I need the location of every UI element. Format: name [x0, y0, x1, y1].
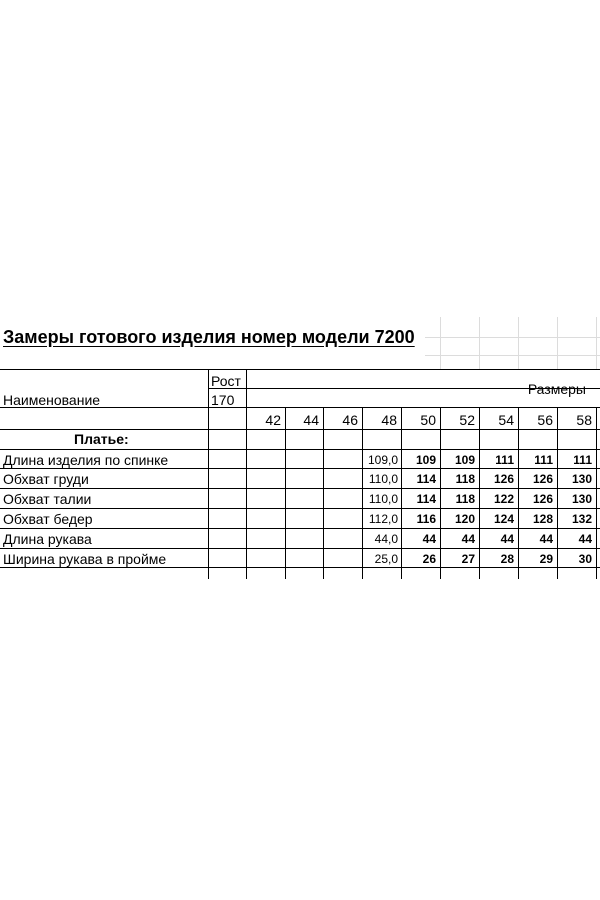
header-height-label: Рост [211, 373, 241, 389]
row-value-size-56: 126 [532, 492, 553, 506]
row-value-size-58: 130 [571, 492, 592, 506]
row-base-size-48: 112,0 [368, 512, 398, 526]
row-value-size-52: 27 [461, 552, 475, 566]
row-value-size-52: 44 [461, 532, 475, 546]
row-base-size-48: 44,0 [374, 532, 398, 546]
gridline [440, 317, 441, 369]
row-name: Обхват груди [3, 471, 89, 487]
size-42: 42 [265, 412, 281, 428]
row-value-size-54: 124 [493, 512, 514, 526]
row-value-size-54: 126 [493, 472, 514, 486]
row-base-size-48: 110,0 [368, 492, 398, 506]
row-value-size-56: 44 [539, 532, 553, 546]
row-base-size-48: 110,0 [368, 472, 398, 486]
gridline [518, 317, 519, 369]
row-value-size-50: 26 [422, 552, 436, 566]
row-value-size-56: 126 [532, 472, 553, 486]
row-value-size-58: 132 [571, 512, 592, 526]
row-value-size-50: 114 [416, 492, 436, 506]
table-border [0, 369, 600, 370]
gridline [425, 337, 600, 338]
row-value-size-50: 114 [416, 472, 436, 486]
size-46: 46 [342, 412, 358, 428]
row-value-size-54: 122 [493, 492, 514, 506]
row-value-size-58: 30 [578, 552, 592, 566]
measurement-sheet [0, 317, 600, 579]
row-name: Длина рукава [3, 531, 92, 547]
row-value-size-56: 29 [539, 552, 553, 566]
row-value-size-50: 44 [422, 532, 436, 546]
row-value-size-52: 118 [455, 472, 475, 486]
row-base-size-48: 25,0 [374, 552, 398, 566]
row-value-size-52: 118 [455, 492, 475, 506]
sheet-title: Замеры готового изделия номер модели 7200 [3, 327, 415, 347]
gridline [596, 317, 597, 369]
row-value-size-50: 116 [416, 512, 436, 526]
row-base-size-48: 109,0 [367, 453, 398, 467]
row-value-size-50: 109 [415, 453, 436, 467]
size-58: 58 [576, 412, 592, 428]
row-border [0, 488, 600, 489]
gridline [479, 317, 480, 369]
gridline [425, 355, 600, 356]
size-54: 54 [498, 412, 514, 428]
gridline [557, 317, 558, 369]
row-name: Длина изделия по спинке [3, 452, 169, 468]
header-height-value: 170 [211, 392, 235, 408]
row-value-size-58: 44 [578, 532, 592, 546]
size-48: 48 [381, 412, 397, 428]
col-border [208, 369, 209, 579]
col-border [323, 407, 324, 579]
row-border [0, 508, 600, 509]
header-sizes-label: Размеры [527, 381, 586, 397]
row-border [0, 449, 600, 450]
header-name-label: Наименование [3, 392, 101, 408]
row-value-size-56: 128 [532, 512, 553, 526]
section-label: Платье: [74, 431, 129, 447]
row-value-size-54: 44 [500, 532, 514, 546]
row-value-size-58: 111 [573, 453, 592, 467]
col-border [596, 407, 597, 579]
row-name: Ширина рукава в пройме [3, 551, 167, 567]
row-value-size-58: 130 [571, 472, 592, 486]
size-44: 44 [303, 412, 319, 428]
row-name: Обхват талии [3, 491, 92, 507]
row-border [0, 548, 600, 549]
row-value-size-52: 109 [454, 453, 475, 467]
row-value-size-56: 111 [534, 453, 553, 467]
row-value-size-54: 111 [495, 453, 514, 467]
col-border [285, 407, 286, 579]
col-border [246, 369, 247, 579]
size-50: 50 [420, 412, 436, 428]
size-52: 52 [459, 412, 475, 428]
size-56: 56 [537, 412, 553, 428]
row-border [0, 528, 600, 529]
row-name: Обхват бедер [3, 511, 93, 527]
row-value-size-54: 28 [500, 552, 514, 566]
row-value-size-52: 120 [454, 512, 475, 526]
